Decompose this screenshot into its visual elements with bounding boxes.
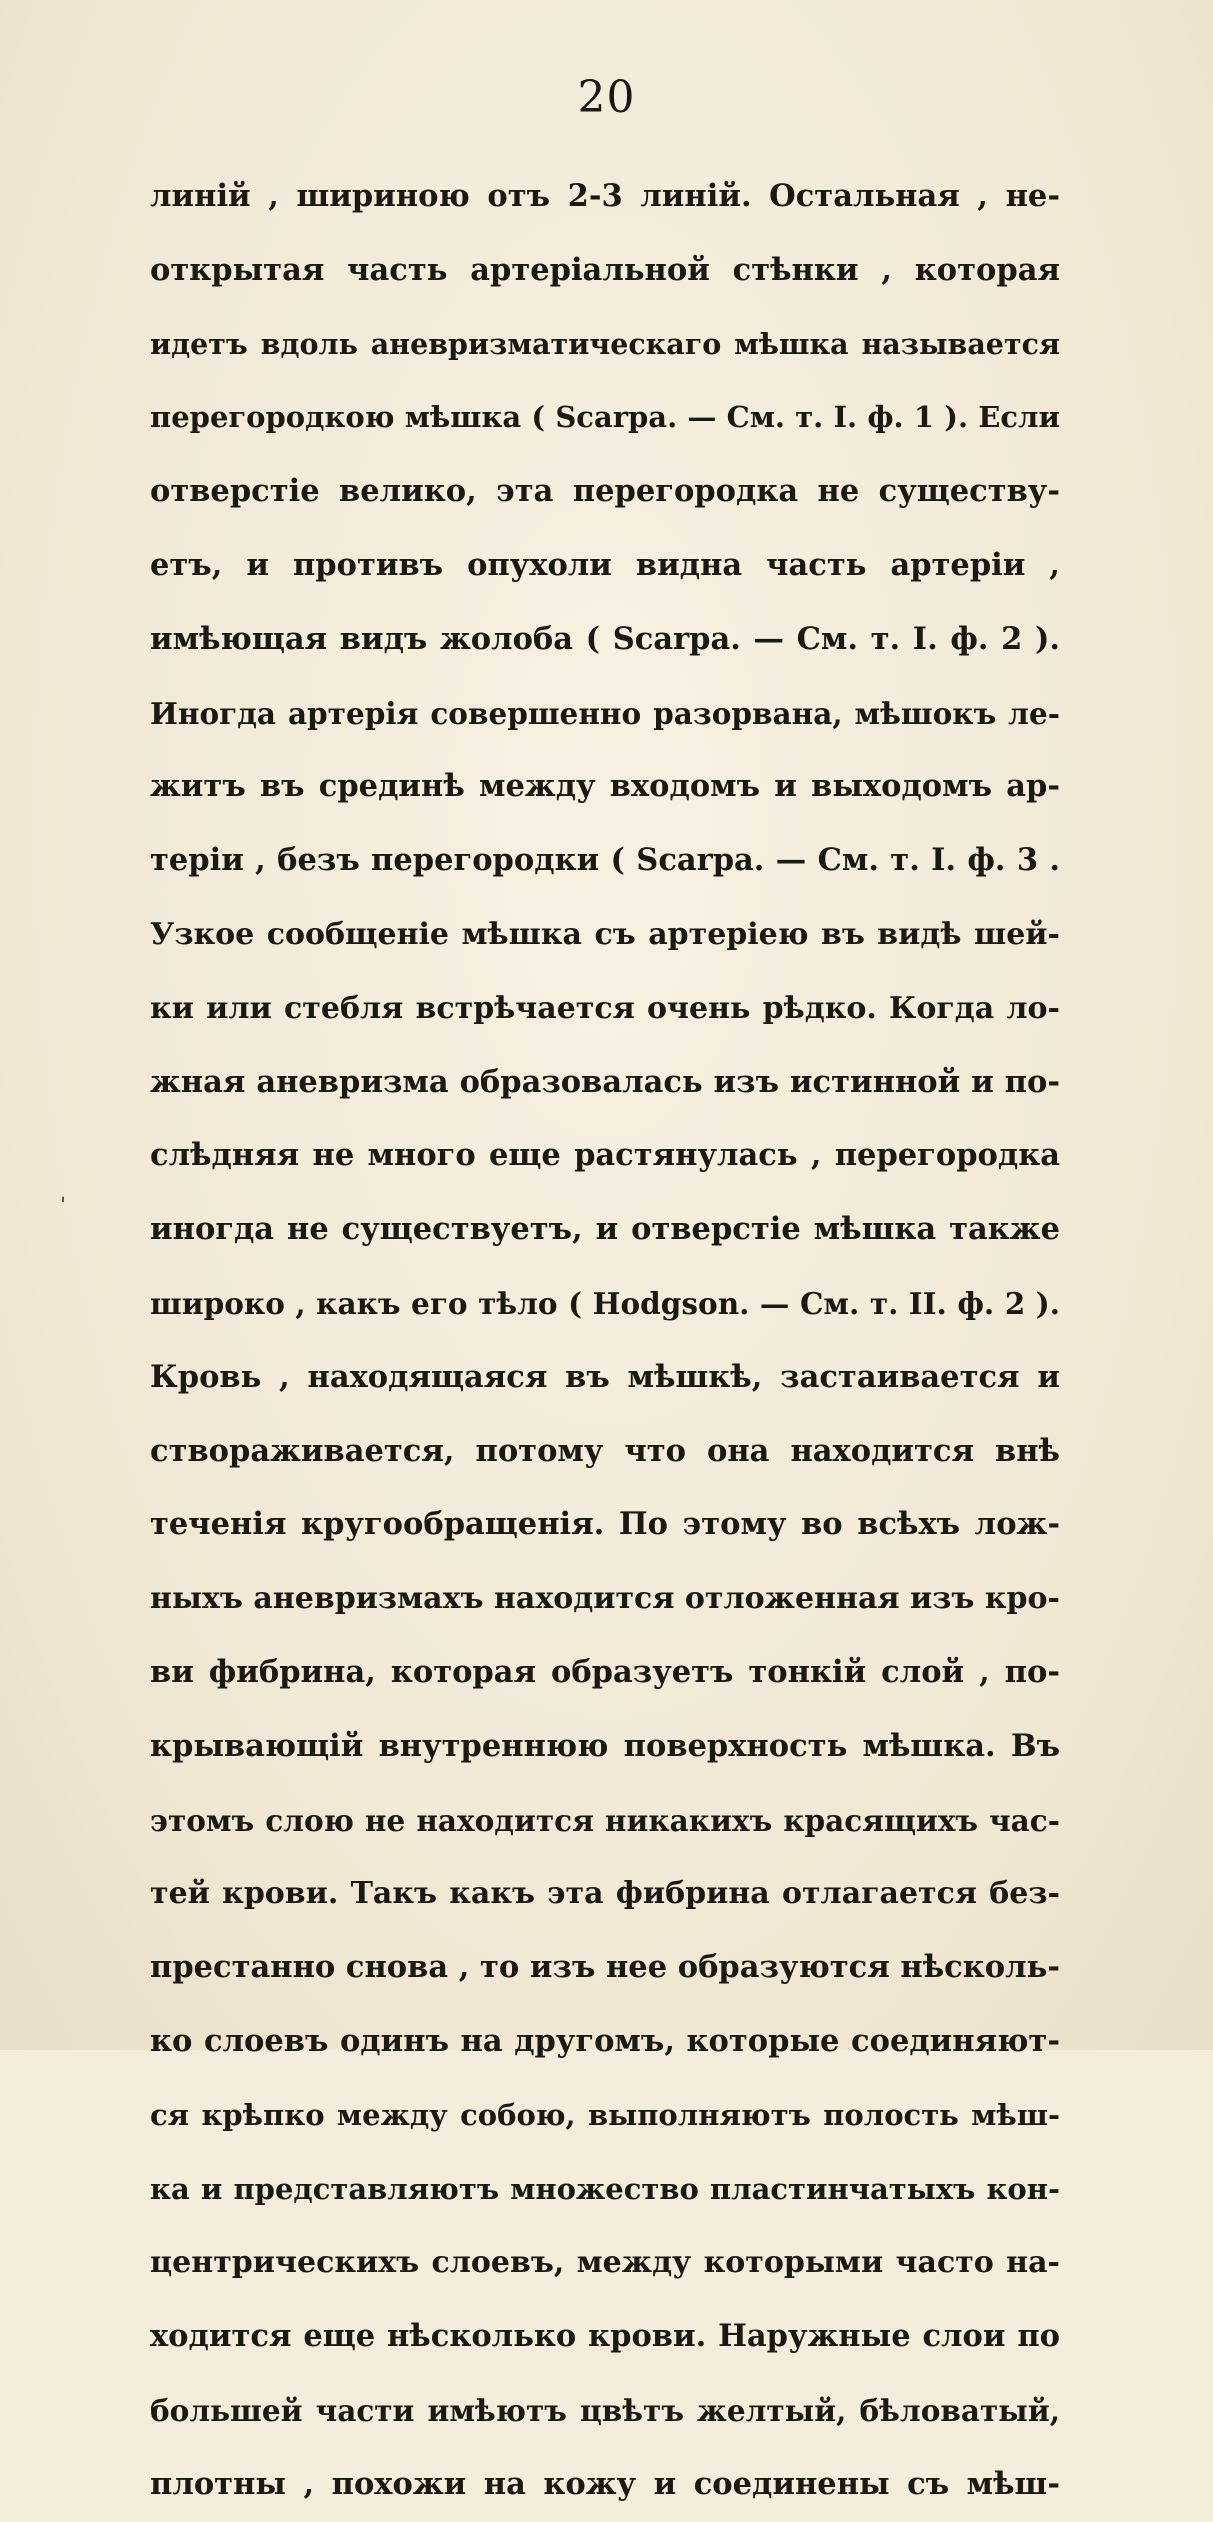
text-line: ко слоевъ одинъ на другомъ, которые соединяют- [150, 2022, 1060, 2059]
text-line: отверстіе велико, эта перегородка не существу- [150, 473, 1060, 510]
text-line: ка и представляютъ множество пластинчатыхъ кон- [150, 2171, 1060, 2206]
text-line: ся крѣпко между собою, выполняютъ полость мѣш- [150, 2097, 1060, 2132]
text-line: крывающій внутреннюю поверхность мѣшка. Въ [150, 1727, 1060, 1764]
text-line: линій , шириною отъ 2-3 линій. Остальная , не- [150, 178, 1060, 214]
text-line: плотны , похожи на кожу и соединены съ мѣш- [150, 2465, 1060, 2502]
text-line: ки или стебля встрѣчается очень рѣдко. Когда ло- [150, 990, 1060, 1026]
text-line: Кровь , находящаяся въ мѣшкѣ, застаивается и [150, 1358, 1060, 1395]
margin-mark: ˌ [60, 1180, 67, 1205]
text-line: Узкое сообщеніе мѣшка съ артеріею въ видѣ шей- [150, 916, 1060, 952]
text-line: открытая часть артеріальной стѣнки , которая [150, 251, 1060, 288]
text-line: перегородкою мѣшка ( Scarpa. — См. т. I. ф. 1 ). Если [150, 400, 1060, 435]
text-line: престанно снова , то изъ нее образуются нѣсколь- [150, 1949, 1060, 1986]
text-line: имѣющая видъ жолоба ( Scarpa. — См. т. I. ф. 2 ). [150, 620, 1060, 657]
text-line: идетъ вдоль аневризматическаго мѣшка называется [150, 326, 1060, 361]
text-line: теріи , безъ перегородки ( Scarpa. — См. т. I. ф. 3 . [150, 842, 1060, 879]
text-line: тей крови. Такъ какъ эта фибрина отлагается без- [150, 1876, 1060, 1912]
page-number: 20 [577, 72, 636, 123]
body-text [150, 160, 1060, 2522]
text-line: створаживается, потому что она находится внѣ [150, 1432, 1060, 1469]
text-line: этомъ слою не находится никакихъ красящихъ час- [150, 1802, 1060, 1838]
text-line: ви фибрина, которая образуетъ тонкій слой , по- [150, 1653, 1060, 1690]
text-line: житъ въ срединѣ между входомъ и выходомъ ар- [150, 768, 1060, 805]
text-line: слѣдняя не много еще растянулась , перегородка [150, 1137, 1060, 1174]
text-line: жная аневризма образовалась изъ истинной и по- [150, 1063, 1060, 1100]
text-line: ныхъ аневризмахъ находится отложенная изъ кро- [150, 1581, 1060, 1617]
text-line: теченія кругообращенія. По этому во всѣхъ лож- [150, 1506, 1060, 1543]
text-line: Иногда артерія совершенно разорвана, мѣшокъ ле- [150, 695, 1060, 731]
text-line: широко , какъ его тѣло ( Hodgson. — См. т. II. ф. 2 ). [150, 1285, 1060, 1321]
text-line: ходится еще нѣсколько крови. Наружные слои по [150, 2318, 1060, 2355]
text-line: большей части имѣютъ цвѣтъ желтый, бѣловатый, [150, 2392, 1060, 2428]
text-line: иногда не существуетъ, и отверстіе мѣшка также [150, 1211, 1060, 1248]
text-line: центрическихъ слоевъ, между которыми часто на- [150, 2245, 1060, 2281]
text-line: етъ, и противъ опухоли видна часть артеріи , [150, 546, 1060, 583]
